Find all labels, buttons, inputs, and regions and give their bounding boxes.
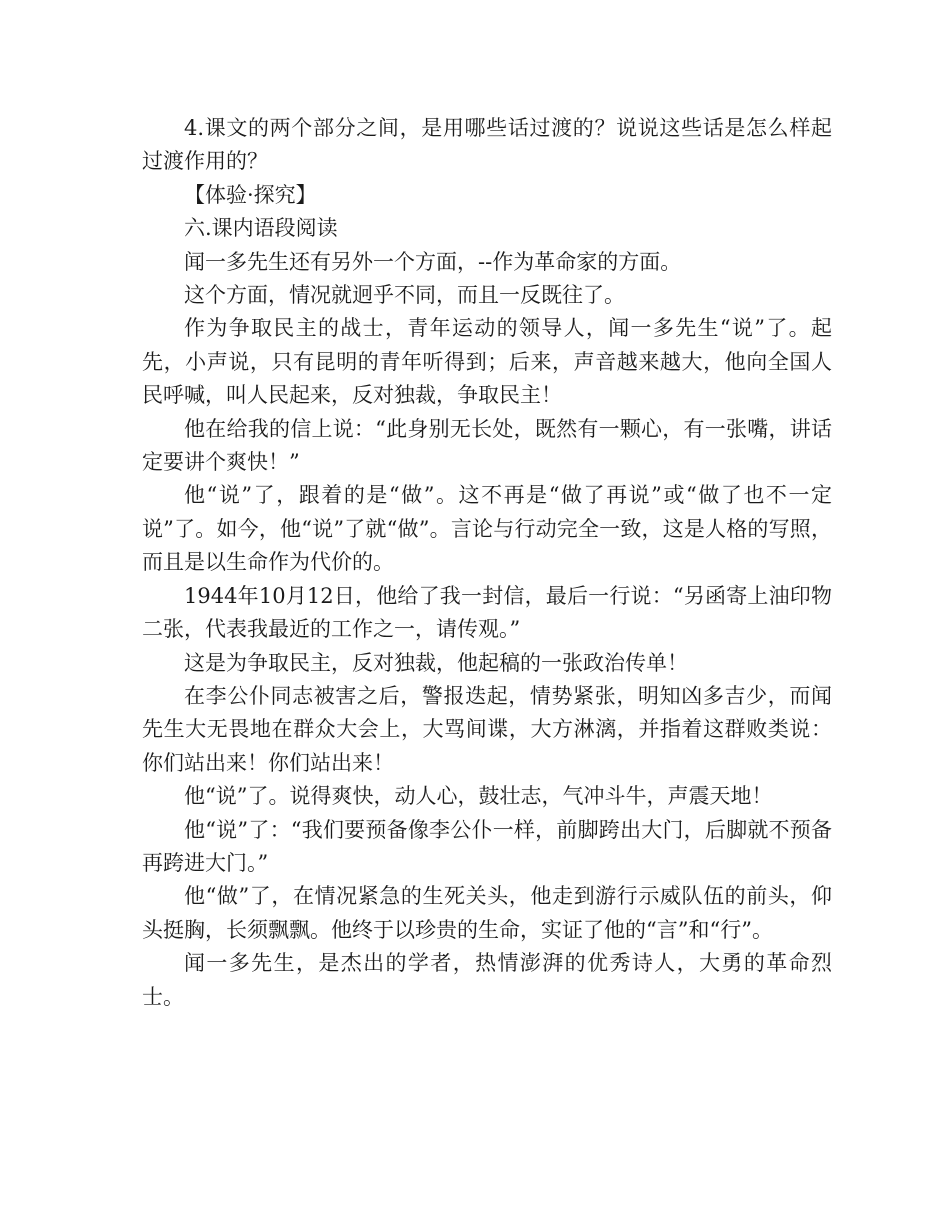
text-paragraph: 他“说”了。说得爽快，动人心，鼓壮志，气冲斗牛，声震天地！ bbox=[184, 784, 773, 809]
document-page bbox=[142, 112, 832, 1014]
question-4: 4.课文的两个部分之间，是用哪些话过渡的？说说这些话是怎么样起过渡作用的？ bbox=[142, 116, 832, 174]
text-paragraph: 这是为争取民主，反对独裁，他起稿的一张政治传单！ bbox=[184, 650, 688, 675]
text-paragraph: 闻一多先生还有另外一个方面，--作为革命家的方面。 bbox=[184, 249, 682, 274]
text-paragraph: 在李公仆同志被害之后，警报迭起，情势紧张，明知凶多吉少，而闻先生大无畏地在群众大会上，大骂间谍，大方淋漓，并指着这群败类说：你们站出来！你们站出来！ bbox=[142, 683, 832, 775]
text-paragraph: 他在给我的信上说：“此身别无长处，既然有一颗心，有一张嘴，讲话定要讲个爽快！” bbox=[142, 416, 832, 475]
text-paragraph: 他“做”了，在情况紧急的生死关头，他走到游行示威队伍的前头，仰头挺胸，长须飘飘。他终于以珍贵的生命，实证了他的“言”和“行”。 bbox=[142, 884, 832, 942]
text-paragraph: 闻一多先生，是杰出的学者，热情澎湃的优秀诗人，大勇的革命烈士。 bbox=[142, 951, 832, 1009]
section-heading-reading: 六.课内语段阅读 bbox=[184, 216, 338, 241]
text-paragraph: 他“说”了：“我们要预备像李公仆一样，前脚跨出大门，后脚就不预备再跨进大门。” bbox=[142, 817, 832, 875]
text-paragraph: 他“说”了，跟着的是“做”。这不再是“做了再说”或“做了也不一定说”了。如今，他“说”了就“做”。言论与行动完全一致，这是人格的写照，而且是以生命作为代价的。 bbox=[142, 483, 832, 575]
section-heading-experience-explore: 【体验·探究】 bbox=[184, 182, 317, 207]
text-paragraph: 作为争取民主的战士，青年运动的领导人，闻一多先生“说”了。起先，小声说，只有昆明的青年听得到；后来，声音越来越大，他向全国人民呼喊，叫人民起来，反对独裁，争取民主！ bbox=[142, 316, 832, 408]
text-paragraph: 1944年10月12日，他给了我一封信，最后一行说：“另函寄上油印物二张，代表我最近的工作之一，请传观。” bbox=[142, 583, 832, 642]
text-paragraph: 这个方面，情况就迥乎不同，而且一反既往了。 bbox=[184, 283, 625, 308]
